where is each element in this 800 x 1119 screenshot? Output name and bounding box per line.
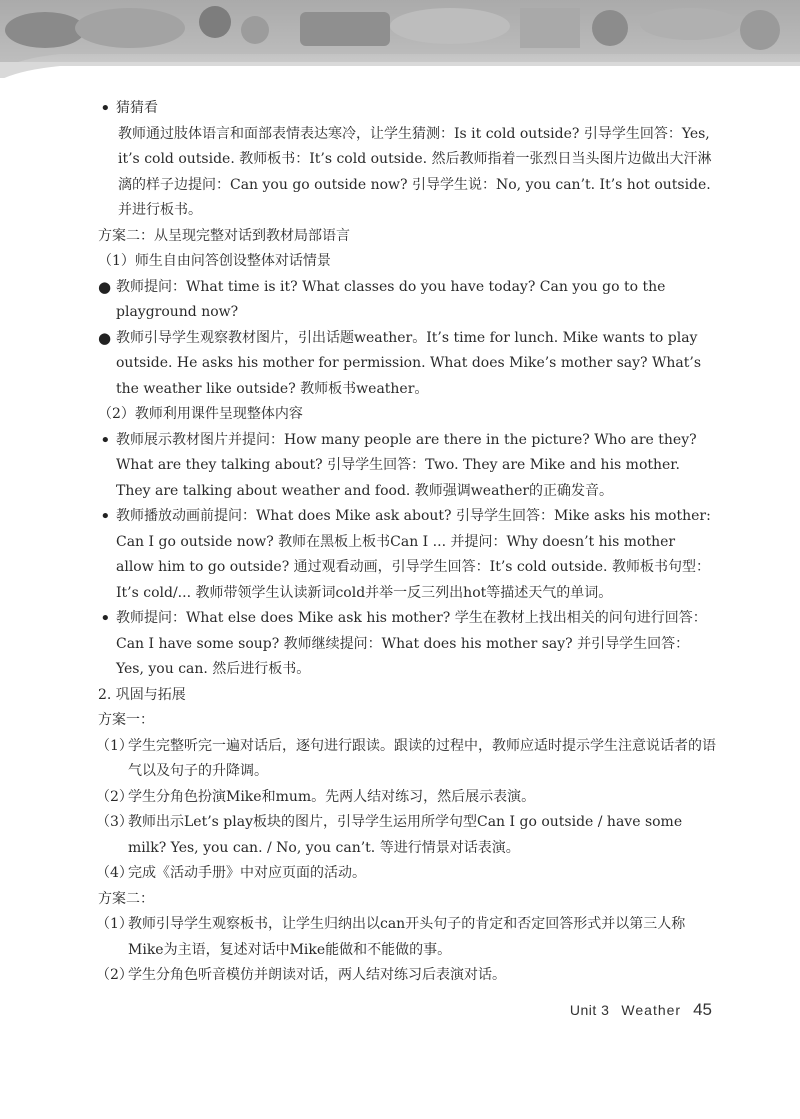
footer-unit: Unit 3	[569, 1002, 610, 1018]
numbered-item: （1） 教师引导学生观察板书，让学生归纳出以can开头句子的肯定和否定回答形式并以第三人称Mike为主语，复述对话中Mike能做和不能做的事。	[96, 916, 686, 958]
list-item: ● 教师引导学生观察教材图片，引出话题weather。It’s time for lunch. Mike wants to play outside. He asks his mother for permission. What does Mike’s mother say? What’s the weather like outside? 教师板书weather。	[98, 326, 716, 403]
subheading-plan2b: 方案二：	[98, 890, 154, 907]
header-banner	[0, 0, 800, 78]
numbered-item: （3） 教师出示Let’s play板块的图片，引导学生运用所学句型Can I go outside / have some milk? Yes, you can. / No, you can’t. 等进行情景对话表演。	[96, 814, 683, 856]
numbered-item: （2） 学生分角色扮演Mike和mum。先两人结对练习，然后展示表演。	[96, 788, 536, 805]
list-item: • 教师展示教材图片并提问：How many people are there in the picture? Who are they? What are they talking about? 引导学生回答：Two. They are Mike and his mother. They are talking about weather and food. 教师强调weather的正确发音。	[98, 428, 716, 505]
subheading-1: （1）师生自由问答创设整体对话情景	[98, 253, 331, 269]
numbered-item: （2） 学生分角色听音模仿并朗读对话，两人结对练习后表演对话。	[96, 967, 506, 983]
subheading-2: （2）教师利用课件呈现整体内容	[98, 406, 303, 422]
subheading-plan1: 方案一：	[98, 712, 154, 728]
paragraph-guess-detail: 教师通过肢体语言和面部表情表达寒冷，让学生猜测：Is it cold outside? 引导学生回答：Yes, it’s cold outside. 教师板书：It’s cold outside. 然后教师指着一张烈日当头图片边做出大汗淋漓的样子边提问：Can you go outside now? 引导学生说：No, you can’t. It’s hot outside. 并进行板书。	[118, 125, 712, 218]
section-heading-consolidate: 2. 巩固与拓展	[98, 686, 186, 703]
list-item: • 教师播放动画前提问：What does Mike ask about? 引导学生回答：Mike asks his mother: Can I go outside now? 教师在黑板上板书Can I ... 并提问：Why doesn’t his mother allow him to go outside? 通过观看动画，引导学生回答：It’s cold outside. 教师板书句型：It’s cold/... 教师带领学生认读新词cold并举一反三列出hot等描述天气的单词。	[98, 504, 716, 606]
document-body	[98, 96, 716, 989]
page-footer	[0, 1000, 712, 1020]
bullet-guess: • 猜猜看	[98, 96, 716, 122]
numbered-item: （4） 完成《活动手册》中对应页面的活动。	[96, 865, 366, 881]
decorative-banner-illustration	[0, 0, 800, 78]
list-item: • 教师提问：What else does Mike ask his mother? 学生在教材上找出相关的问句进行回答：Can I have some soup? 教师继续提问：What does his mother say? 并引导学生回答：Yes, you can. 然后进行板书。	[98, 606, 716, 683]
footer-title: Weather	[621, 1002, 682, 1018]
list-item: ● 教师提问：What time is it? What classes do you have today? Can you go to the playground now?	[98, 275, 716, 326]
page-number: 45	[693, 1000, 712, 1019]
section-heading-plan2: 方案二：从呈现完整对话到教材局部语言	[98, 227, 350, 244]
numbered-item: （1） 学生完整听完一遍对话后，逐句进行跟读。跟读的过程中，教师应适时提示学生注意说话者的语气以及句子的升降调。	[96, 737, 716, 779]
